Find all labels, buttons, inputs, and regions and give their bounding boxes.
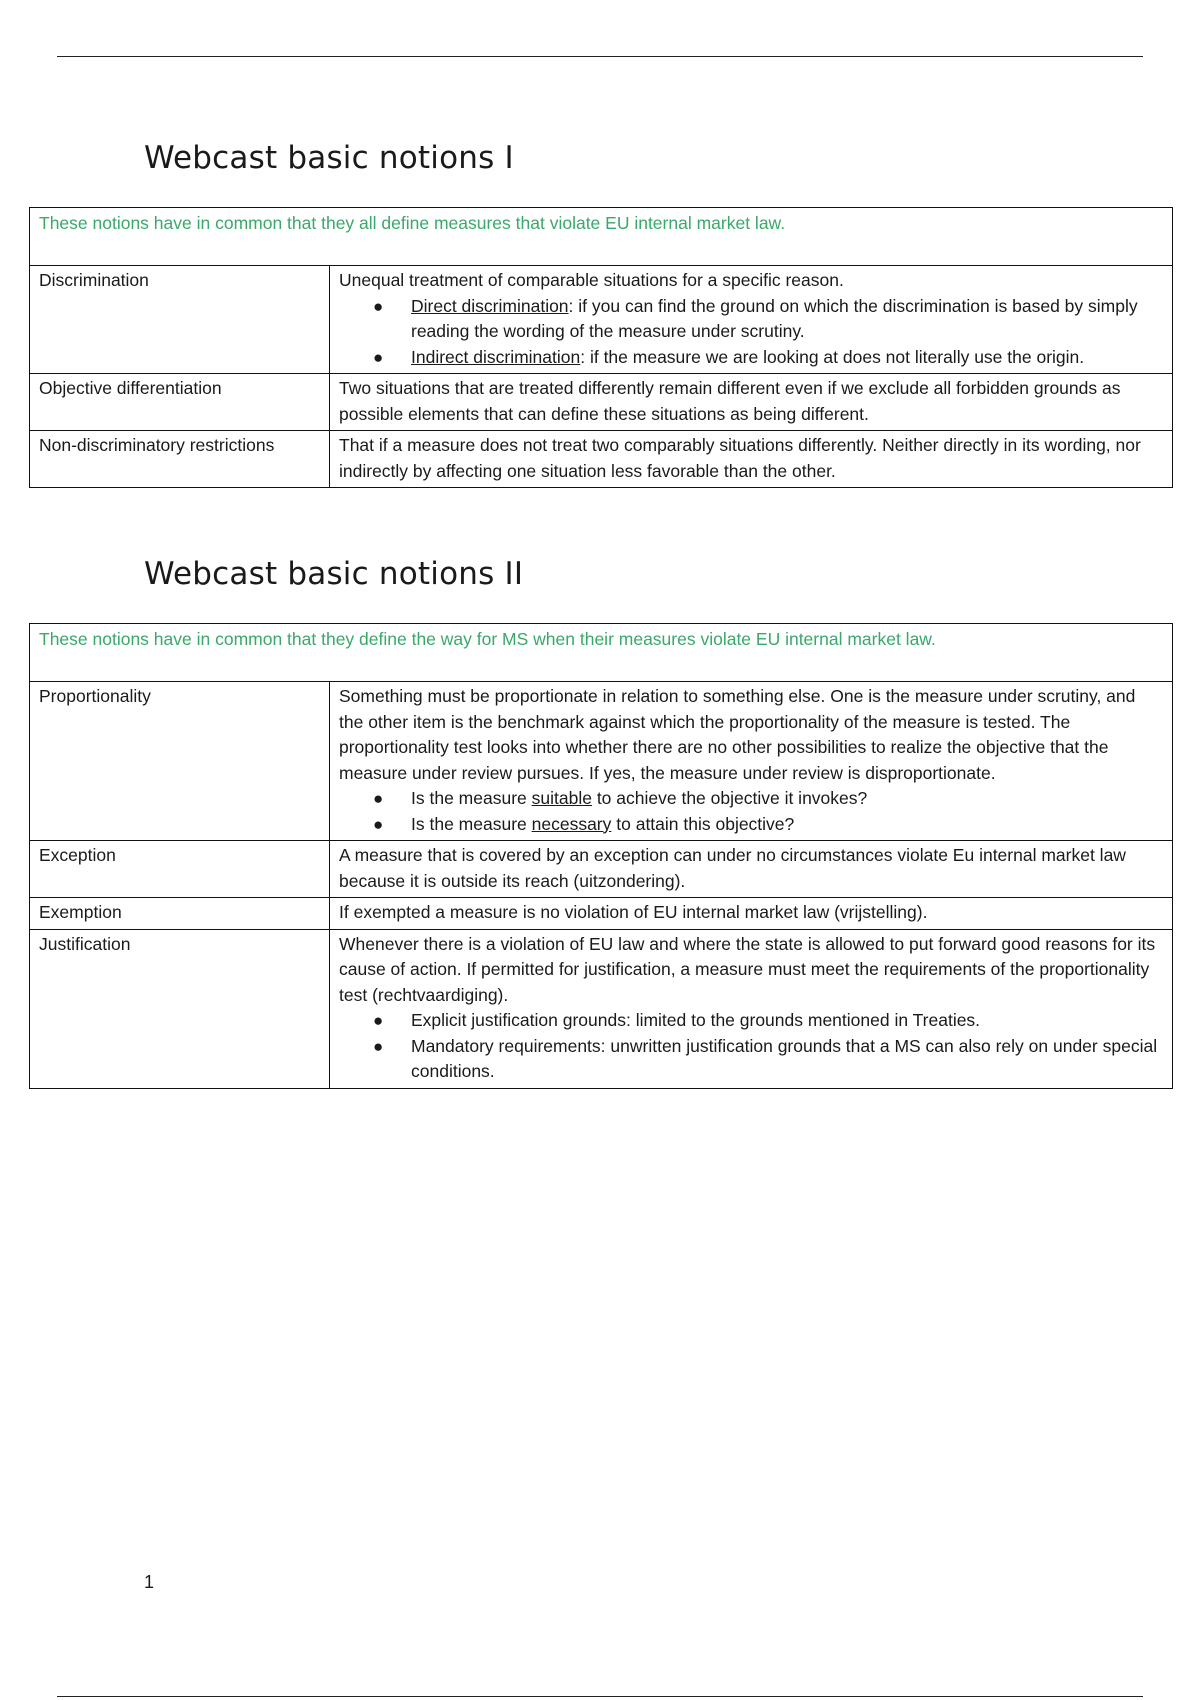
term-cell: Proportionality [30, 682, 330, 841]
table-row [30, 898, 1173, 930]
bullet-icon: ● [373, 1011, 384, 1030]
definition-cell: If exempted a measure is no violation of EU internal market law (vrijstelling). [330, 898, 1173, 930]
bullet-list [339, 786, 1163, 837]
bullet-text: Is the measure [411, 813, 532, 834]
bullet-list [339, 1008, 1163, 1085]
definition-text: Unequal treatment of comparable situations for a specific reason. [339, 270, 844, 290]
bullet-list [339, 294, 1163, 371]
bullet-icon: ● [373, 296, 384, 316]
term-cell: Exemption [30, 898, 330, 930]
bullet-text: : if you can find the ground on which the discrimination is based by simply reading the wording of the measure under scrutiny. [411, 295, 1138, 341]
table-row [30, 841, 1173, 898]
term-cell: Discrimination [30, 266, 330, 374]
footer-rule [57, 1696, 1143, 1697]
bullet-label: necessary [531, 813, 612, 834]
definition-cell [330, 682, 1173, 841]
bullet-label: Direct discrimination [411, 295, 569, 316]
term-cell: Objective differentiation [30, 374, 330, 431]
definition-cell [330, 929, 1173, 1088]
table-row [30, 266, 1173, 374]
section-1-title: Webcast basic notions I [144, 140, 514, 176]
list-item [373, 1034, 1163, 1085]
definition-cell: A measure that is covered by an exception can under no circumstances violate Eu internal market law because it is outside its reach (uitzondering). [330, 841, 1173, 898]
bullet-icon: ● [373, 347, 384, 367]
definition-text: Something must be proportionate in relation to something else. One is the measure under scrutiny, and the other item is the benchmark against which the proportionality of the measure is tested. The proportionality test looks into whether there are no other possibilities to realize the objective that the measure under review pursues. If yes, the measure under review is disproportionate. [339, 686, 1136, 783]
bullet-text: to achieve the objective it invokes? [591, 788, 868, 808]
bullet-text: Explicit justification grounds: limited to the grounds mentioned in Treaties. [411, 1010, 981, 1030]
bullet-text: to attain this objective? [611, 813, 795, 834]
definition-cell: That if a measure does not treat two comparably situations differently. Neither directly in its wording, nor indirectly by affecting one situation less favorable than the other. [330, 431, 1173, 488]
bullet-icon: ● [373, 814, 384, 834]
definition-text: Whenever there is a violation of EU law and where the state is allowed to put forward good reasons for its cause of action. If permitted for justification, a measure must meet the requirements of the proportionality test (rechtvaardiging). [339, 933, 1156, 1005]
bullet-text: : if the measure we are looking at does not literally use the origin. [580, 346, 1085, 367]
definition-cell: Two situations that are treated differently remain different even if we exclude all forbidden grounds as possible elements that can define these situations as being different. [330, 374, 1173, 431]
notions-table-2 [29, 623, 1173, 1089]
table-intro: These notions have in common that they define the way for MS when their measures violate EU internal market law. [30, 624, 1173, 682]
table-row [30, 431, 1173, 488]
table-row [30, 682, 1173, 841]
bullet-text: Mandatory requirements: unwritten justification grounds that a MS can also rely on under special conditions. [411, 1035, 1158, 1081]
header-rule [57, 56, 1143, 57]
table-row [30, 929, 1173, 1088]
table-row [30, 624, 1173, 682]
term-cell: Justification [30, 929, 330, 1088]
list-item [373, 294, 1163, 345]
table-row [30, 374, 1173, 431]
bullet-label: suitable [531, 788, 592, 808]
list-item [373, 812, 1163, 838]
section-2-title: Webcast basic notions II [144, 556, 524, 592]
term-cell: Exception [30, 841, 330, 898]
table-row [30, 208, 1173, 266]
term-cell: Non-discriminatory restrictions [30, 431, 330, 488]
notions-table-1 [29, 207, 1173, 488]
page-number: 1 [144, 1572, 155, 1592]
list-item [373, 786, 1163, 812]
list-item [373, 345, 1163, 371]
definition-cell [330, 266, 1173, 374]
bullet-icon: ● [373, 789, 384, 808]
table-intro: These notions have in common that they all define measures that violate EU internal market law. [30, 208, 1173, 266]
bullet-text: Is the measure [411, 788, 532, 808]
bullet-icon: ● [373, 1036, 384, 1056]
bullet-label: Indirect discrimination [411, 346, 581, 367]
list-item [373, 1008, 1163, 1034]
